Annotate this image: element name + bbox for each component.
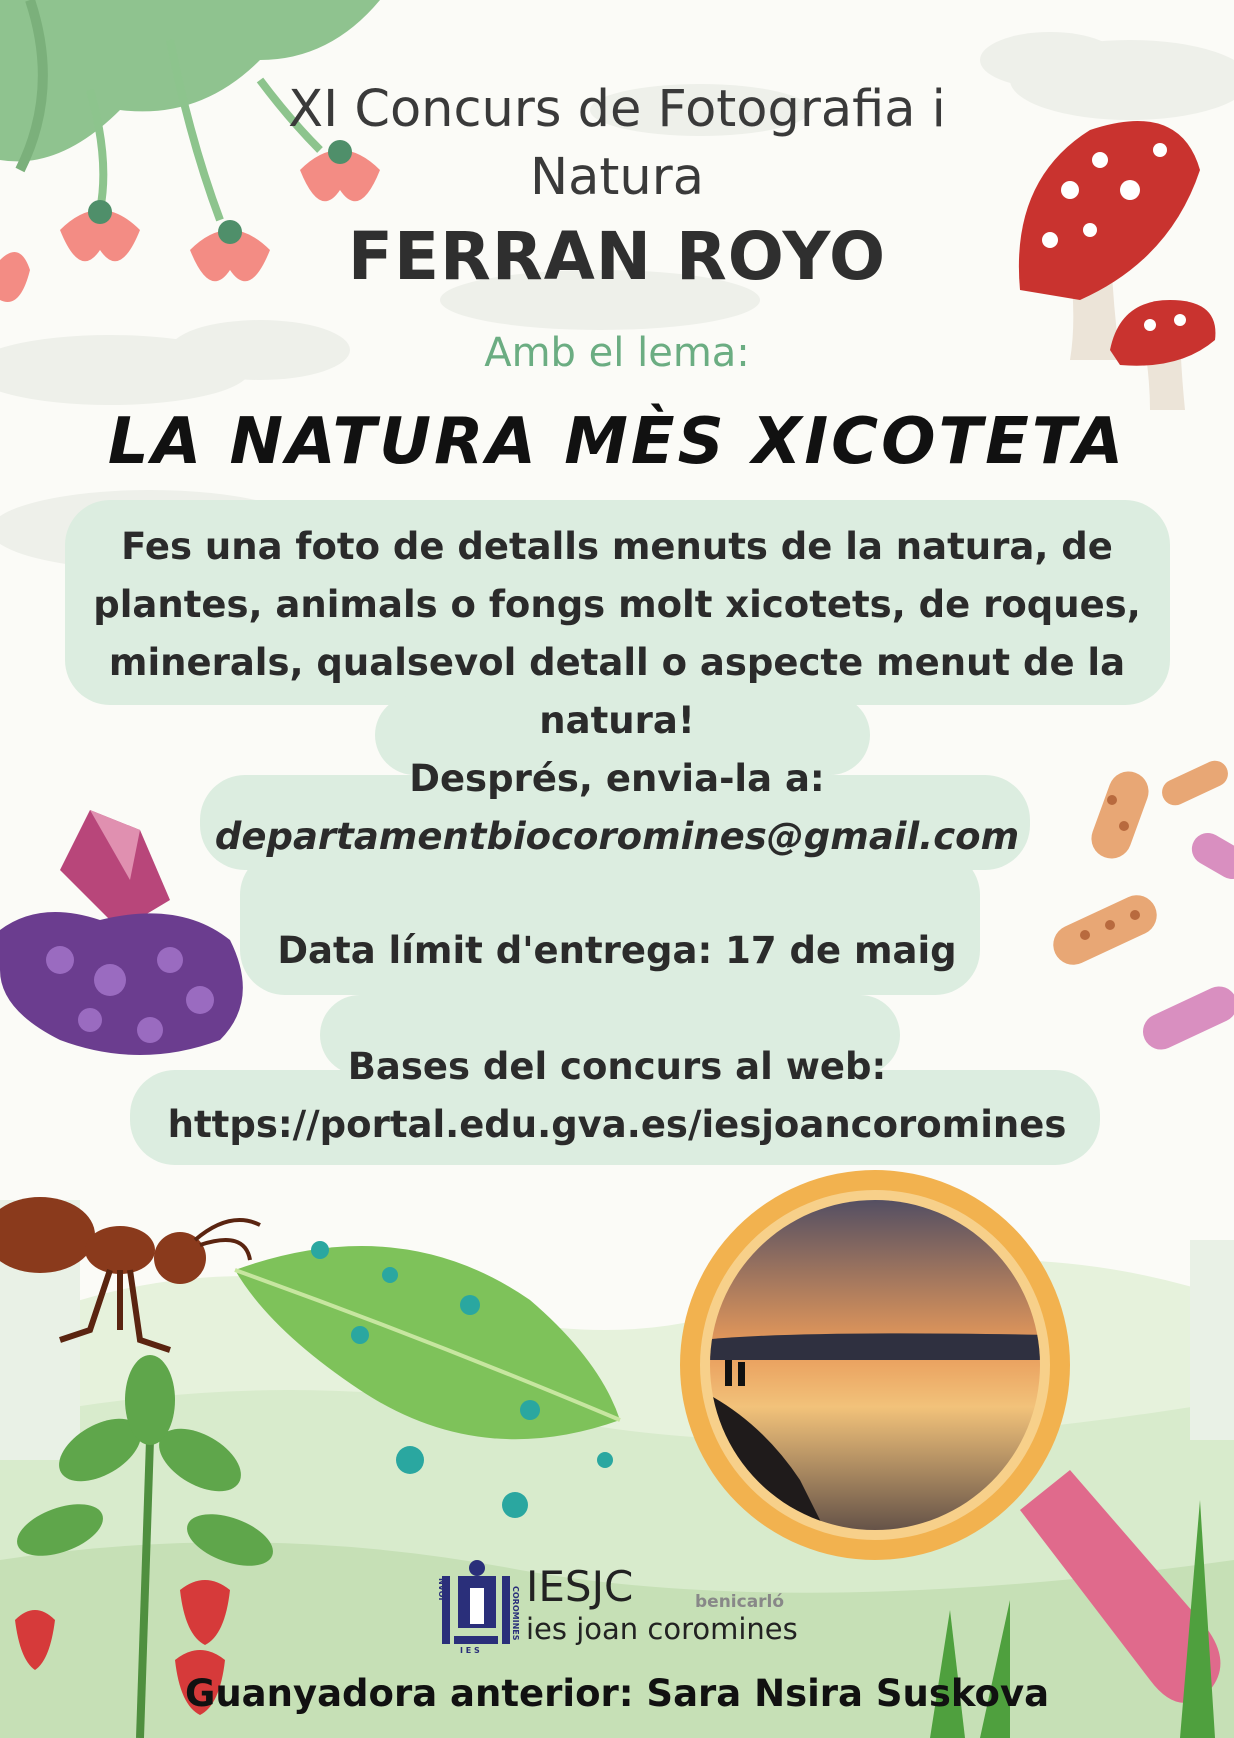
previous-winner: Guanyadora anterior: Sara Nsira Suskova: [184, 1672, 1050, 1715]
logo-mark-text-1: JOAN: [438, 1578, 447, 1601]
logo-school-name: ies joan coromines: [526, 1612, 798, 1646]
logo-acronym: IESJC: [526, 1562, 634, 1611]
rules-label: Bases del concurs al web:: [347, 1045, 887, 1088]
school-logo: [440, 1558, 820, 1658]
description-line-3: minerals, qualsevol detall o aspecte menut de la: [108, 641, 1126, 684]
deadline: Data límit d'entrega: 17 de maig: [277, 929, 957, 972]
rules-url-link[interactable]: https://portal.edu.gva.es/iesjoancoromines: [167, 1103, 1067, 1146]
contact-email[interactable]: departamentbiocoromines@gmail.com: [214, 815, 1020, 858]
description-line-1: Fes una foto de detalls menuts de la natura, de: [121, 525, 1113, 568]
send-label: Després, envia-la a:: [409, 757, 825, 800]
motto-label: Amb el lema:: [484, 330, 750, 376]
title-line-2: Natura: [530, 148, 704, 207]
logo-town: benicarló: [695, 1592, 785, 1612]
logo-mark-text-2: I E S: [460, 1646, 480, 1655]
logo-mark-text-3: COROMINES: [511, 1586, 520, 1641]
honoree-name: FERRAN ROYO: [347, 218, 887, 295]
school-logo-mark-icon: [440, 1558, 520, 1658]
title-line-1: XI Concurs de Fotografia i: [288, 80, 946, 139]
description-line-4: natura!: [539, 699, 695, 742]
motto: LA NATURA MÈS XICOTETA: [107, 405, 1127, 479]
description-line-2: plantes, animals o fongs molt xicotets, de roques,: [93, 583, 1141, 626]
